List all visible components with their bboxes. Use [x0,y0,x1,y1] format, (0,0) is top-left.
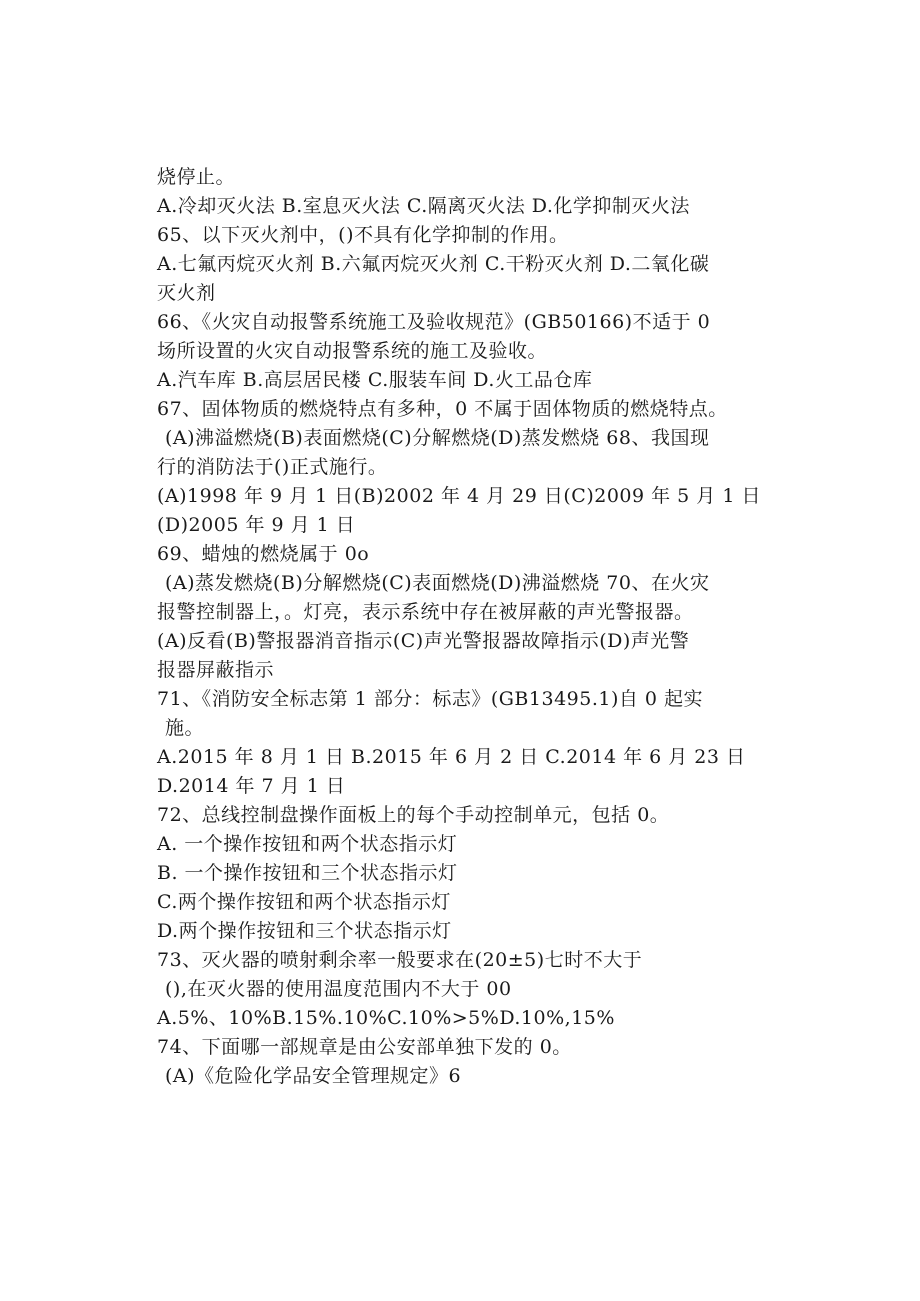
text-line: 场所设置的火灾自动报警系统的施工及验收。 [157,340,548,362]
text-line: (A)《危险化学品安全管理规定》6 [165,1065,462,1087]
question-66: 66、《火灾自动报警系统施工及验收规范》(GB50166)不适于 0 [157,311,711,333]
text-line: A.2015 年 8 月 1 日 B.2015 年 6 月 2 日 C.2014 年 6 月 23 日 [157,746,746,768]
text-line: D.两个操作按钮和三个状态指示灯 [157,920,452,942]
text-line: 施。 [165,717,205,739]
question-71: 71、《消防安全标志第 1 部分：标志》(GB13495.1)自 0 起实 [157,688,704,710]
question-67: 67、固体物质的燃烧特点有多种，0 不属于固体物质的燃烧特点。 [157,398,728,420]
text-line: C.两个操作按钮和两个状态指示灯 [157,891,451,913]
question-73: 73、灭火器的喷射剩余率一般要求在(20±5)七时不大于 [157,949,643,971]
question-74: 74、下面哪一部规章是由公安部单独下发的 0。 [157,1036,572,1058]
text-line: 灭火剂 [157,282,216,304]
text-line: (D)2005 年 9 月 1 日 [157,514,356,536]
text-line: (A)反看(B)警报器消音指示(C)声光警报器故障指示(D)声光警 [157,630,690,652]
text-line: (),在灭火器的使用温度范围内不大于 00 [165,978,512,1000]
text-line: B. 一个操作按钮和三个状态指示灯 [157,862,458,884]
question-69: 69、蜡烛的燃烧属于 0o [157,543,370,565]
text-line: A.汽车库 B.高层居民楼 C.服装车间 D.火工品仓库 [157,369,593,391]
text-line: A.5%、10%B.15%.10%C.10%>5%D.10%,15% [157,1007,615,1029]
text-line: A. 一个操作按钮和两个状态指示灯 [157,833,458,855]
text-line: A.七氟丙烷灭火剂 B.六氟丙烷灭火剂 C.干粉灭火剂 D.二氧化碳 [157,253,710,275]
text-line: 报器屏蔽指示 [157,659,275,681]
document-body [157,163,777,1091]
text-line: A.冷却灭火法 B.室息灭火法 C.隔离灭火法 D.化学抑制灭火法 [157,195,690,217]
text-line: (A)蒸发燃烧(B)分解燃烧(C)表面燃烧(D)沸溢燃烧 70、在火灾 [165,572,710,594]
question-65: 65、以下灭火剂中，()不具有化学抑制的作用。 [157,224,569,246]
question-72: 72、总线控制盘操作面板上的每个手动控制单元，包括 0。 [157,804,670,826]
text-line: 行的消防法于()正式施行。 [157,456,388,478]
text-line: D.2014 年 7 月 1 日 [157,775,346,797]
text-line: 报警控制器上，。灯亮，表示系统中存在被屏蔽的声光警报器。 [157,601,694,623]
text-line: 烧停止。 [157,166,236,188]
text-line: (A)沸溢燃烧(B)表面燃烧(C)分解燃烧(D)蒸发燃烧 68、我国现 [165,427,710,449]
text-line: (A)1998 年 9 月 1 日(B)2002 年 4 月 29 日(C)2009 年 5 月 1 日 [157,485,761,507]
